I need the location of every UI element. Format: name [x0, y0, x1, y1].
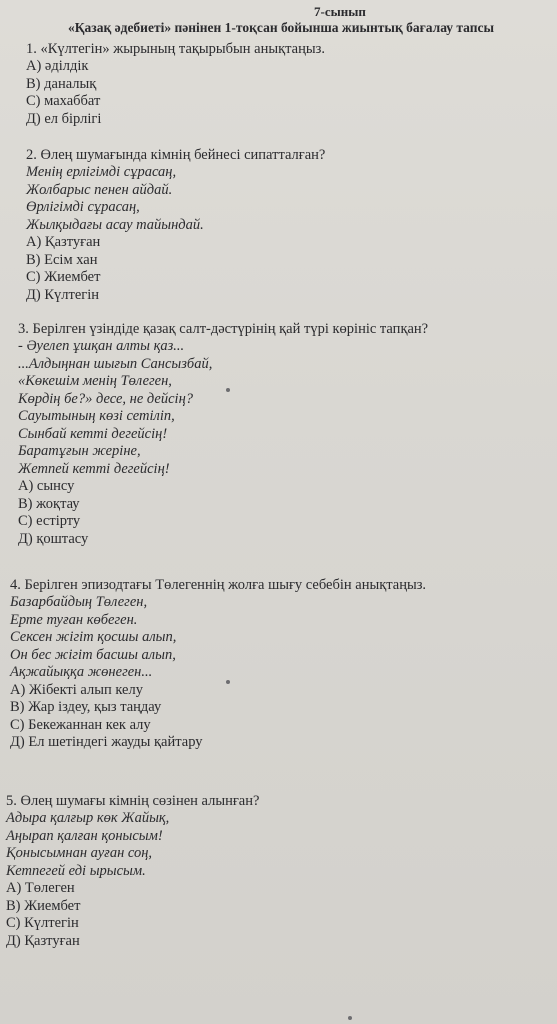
- document-title: «Қазақ әдебиеті» пәнінен 1-тоқсан бойынша жиынтық бағалау тапсы: [68, 20, 495, 35]
- q2-verse-line: Менің ерлігімді сұрасаң,: [26, 164, 177, 180]
- q5-verse-line: Қонысымнан ауған соң,: [6, 845, 153, 861]
- q4-verse-line: Базарбайдың Төлеген,: [10, 594, 148, 610]
- q4-verse-line: Он бес жігіт басшы алып,: [10, 646, 176, 663]
- q3-verse-line: Баратұғын жеріне,: [18, 443, 141, 459]
- question-1-title: 1. «Күлтегін» жырының тақырыбын анықтаңыз.: [26, 41, 325, 57]
- question-1: [26, 40, 325, 128]
- q4-option-b: В) Жар іздеу, қыз таңдау: [10, 699, 162, 715]
- question-4-title: 4. Берілген эпизодтағы Төлегеннің жолға шығу себебін анықтаңыз.: [10, 577, 427, 593]
- q5-option-d: Д) Қазтуған: [6, 932, 80, 949]
- q2-option-b: В) Есім хан: [26, 251, 98, 268]
- q4-verse-line: Ақжайыққа жөнеген...: [10, 664, 153, 680]
- q1-option-a: А) әділдік: [26, 58, 89, 74]
- question-5-title: 5. Өлең шумағы кімнің сөзінен алынған?: [6, 793, 260, 809]
- q2-option-d: Д) Күлтегін: [26, 286, 100, 303]
- q1-option-d: Д) ел бірлігі: [26, 110, 102, 127]
- paper-speck: [226, 680, 230, 684]
- q3-option-c: С) естірту: [18, 513, 81, 529]
- question-5: [6, 792, 259, 950]
- question-4: [10, 576, 426, 752]
- q3-verse-line: Көрдің бе?» десе, не дейсің?: [18, 390, 194, 407]
- paper-speck: [348, 1016, 352, 1020]
- q3-verse-line: «Көкешім менің Төлеген,: [18, 373, 172, 389]
- grade-label: 7-сынып: [314, 4, 366, 19]
- q3-intro: - Әуелеп ұшқан алты қаз...: [18, 338, 185, 354]
- q5-option-a: А) Төлеген: [6, 880, 75, 896]
- q5-option-b: В) Жиембет: [6, 897, 81, 914]
- q3-option-a: А) сынсу: [18, 478, 75, 494]
- q4-option-a: А) Жібекті алып келу: [10, 681, 143, 698]
- q2-option-c: С) Жиембет: [26, 269, 101, 285]
- q2-verse-line: Өрлігімді сұрасаң,: [26, 199, 140, 215]
- q3-verse-line: Сауытының көзі сетіліп,: [18, 408, 175, 424]
- q4-verse-line: Сексен жігіт қосшы алып,: [10, 629, 177, 645]
- q5-verse-line: Аңырап қалған қонысым!: [6, 827, 163, 844]
- q4-verse-line: Ерте туған көбеген.: [10, 611, 138, 628]
- q1-option-c: С) махаббат: [26, 93, 101, 109]
- question-2: [26, 146, 325, 304]
- question-3-title: 3. Берілген үзіндіде қазақ салт-дәстүрінің қай түрі көрініс тапқан?: [18, 321, 429, 337]
- q2-option-a: А) Қазтуған: [26, 234, 101, 250]
- q3-verse-line: ...Алдыңнан шығып Сансызбай,: [18, 355, 213, 372]
- q3-verse-line: Жетпей кетті дегейсің!: [18, 460, 170, 477]
- q1-option-b: В) даналық: [26, 75, 97, 92]
- q4-option-c: С) Бекежаннан кек алу: [10, 716, 151, 733]
- q4-option-d: Д) Ел шетіндегі жауды қайтару: [10, 734, 203, 750]
- q5-verse-line: Кетпегей еді ырысым.: [6, 862, 146, 879]
- q5-option-c: С) Күлтегін: [6, 915, 79, 931]
- q2-verse-line: Жылқыдағы асау тайындай.: [26, 216, 204, 233]
- q3-option-b: В) жоқтау: [18, 495, 80, 512]
- question-2-title: 2. Өлең шумағында кімнің бейнесі сипатталған?: [26, 147, 326, 163]
- q2-verse-line: Жолбарыс пенен айдай.: [26, 181, 173, 198]
- paper-speck: [226, 388, 230, 392]
- q3-verse-line: Сынбай кетті дегейсің!: [18, 425, 168, 442]
- q5-verse-line: Адыра қалғыр көк Жайық,: [6, 810, 170, 826]
- question-3: [18, 320, 428, 548]
- q3-option-d: Д) қоштасу: [18, 530, 89, 547]
